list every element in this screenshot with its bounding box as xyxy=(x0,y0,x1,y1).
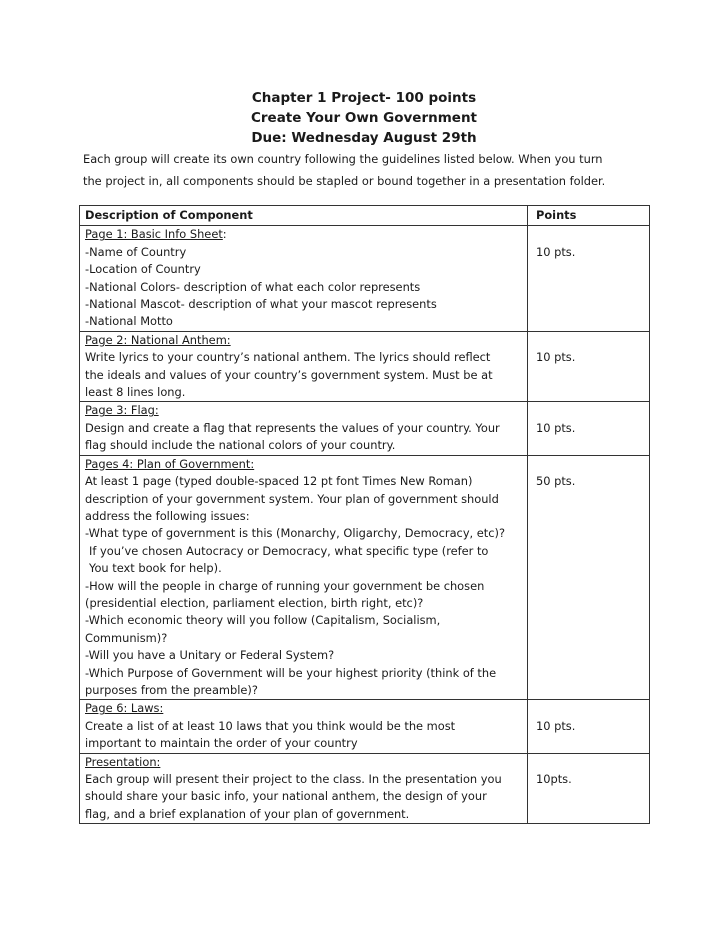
component-line: Communism)? xyxy=(85,630,168,645)
component-points-cell xyxy=(527,331,649,402)
component-title: Pages 4: Plan of Government: xyxy=(85,456,255,471)
component-title-line xyxy=(85,754,522,771)
points-spacer xyxy=(536,226,644,243)
component-line: -Name of Country xyxy=(85,244,187,259)
component-line: least 8 lines long. xyxy=(85,385,186,400)
component-line: -Which Purpose of Government will be your highest priority (think of the xyxy=(85,665,497,680)
intro-line: Each group will create its own country following the guidelines listed below. When you turn xyxy=(83,152,603,166)
table-row xyxy=(80,700,650,753)
table-body xyxy=(80,226,650,824)
component-line: Each group will present their project to the class. In the presentation you xyxy=(85,772,502,786)
component-description xyxy=(80,402,528,455)
points-spacer xyxy=(536,402,644,419)
component-title: Page 6: Laws: xyxy=(85,701,164,716)
component-line: flag, and a brief explanation of your plan of government. xyxy=(85,806,410,821)
points-spacer xyxy=(536,456,644,473)
component-line: the ideals and values of your country’s government system. Must be at xyxy=(85,367,493,382)
component-points-cell xyxy=(527,455,649,700)
component-line: (presidential election, parliament election, birth right, etc)? xyxy=(85,595,424,610)
component-points-cell xyxy=(527,700,649,753)
component-points: 10 pts. xyxy=(535,718,576,733)
table-row xyxy=(80,226,650,331)
due-date: Due: Wednesday August 29th xyxy=(251,130,477,146)
component-line: Design and create a flag that represents the values of your country. Your xyxy=(85,420,500,435)
points-spacer xyxy=(536,332,644,349)
component-title-suffix: : xyxy=(222,227,227,242)
intro-line: the project in, all components should be stapled or bound together in a presentation folder. xyxy=(83,174,606,188)
component-line: -Will you have a Unitary or Federal System? xyxy=(85,648,335,663)
header-description: Description of Component xyxy=(80,206,528,226)
component-points: 10 pts. xyxy=(535,350,576,365)
document-header xyxy=(0,88,728,148)
component-title-line xyxy=(85,456,522,473)
component-points: 10 pts. xyxy=(535,244,576,259)
component-description xyxy=(80,700,528,753)
component-description xyxy=(80,331,528,402)
component-title-line xyxy=(85,700,522,717)
component-line: important to maintain the order of your country xyxy=(85,736,358,751)
component-line: -Location of Country xyxy=(85,262,201,277)
component-description xyxy=(80,455,528,700)
project-subtitle: Create Your Own Government xyxy=(250,110,478,126)
component-points: 50 pts. xyxy=(535,474,576,489)
table-row xyxy=(80,455,650,700)
component-line: -What type of government is this (Monarchy, Oligarchy, Democracy, etc)? xyxy=(85,526,506,541)
component-points-cell xyxy=(527,402,649,455)
points-spacer xyxy=(536,700,644,717)
component-line: If you’ve chosen Autocracy or Democracy, what specific type (refer to xyxy=(89,543,489,558)
component-description xyxy=(80,226,528,331)
components-table xyxy=(79,205,650,824)
component-line: should share your basic info, your national anthem, the design of your xyxy=(85,789,487,804)
table-header-row xyxy=(80,206,650,226)
component-line: At least 1 page (typed double-spaced 12 pt font Times New Roman) xyxy=(85,474,473,489)
component-line: -Which economic theory will you follow (Capitalism, Socialism, xyxy=(85,613,441,628)
component-title: Page 1: Basic Info Sheet xyxy=(85,227,223,242)
component-line: address the following issues: xyxy=(85,508,250,523)
component-description xyxy=(80,753,528,824)
component-line: -National Motto xyxy=(85,314,173,329)
project-title: Chapter 1 Project- 100 points xyxy=(251,90,477,106)
component-points: 10pts. xyxy=(535,772,572,786)
component-line: -National Mascot- description of what your mascot represents xyxy=(85,297,437,312)
points-spacer xyxy=(536,754,644,771)
component-title-line xyxy=(85,402,522,419)
component-line: flag should include the national colors of your country. xyxy=(85,438,396,453)
component-line: Write lyrics to your country’s national anthem. The lyrics should reflect xyxy=(85,350,491,365)
table-row xyxy=(80,402,650,455)
component-title-line xyxy=(85,226,522,243)
component-points-cell xyxy=(527,226,649,331)
component-points: 10 pts. xyxy=(535,420,576,435)
component-line: -National Colors- description of what each color represents xyxy=(85,279,421,294)
table-row xyxy=(80,331,650,402)
component-line: description of your government system. Your plan of government should xyxy=(85,491,499,506)
component-title: Page 2: National Anthem: xyxy=(85,332,231,347)
component-title-line xyxy=(85,332,522,349)
component-points-cell xyxy=(527,753,649,824)
component-title: Presentation: xyxy=(85,754,161,769)
intro-paragraph xyxy=(83,148,643,192)
component-title: Page 3: Flag: xyxy=(85,403,159,418)
header-points: Points xyxy=(527,206,649,226)
table-row xyxy=(80,753,650,824)
component-line: You text book for help). xyxy=(89,561,222,576)
component-line: Create a list of at least 10 laws that you think would be the most xyxy=(85,718,456,733)
component-line: purposes from the preamble)? xyxy=(85,682,258,697)
component-line: -How will the people in charge of running your government be chosen xyxy=(85,578,485,593)
